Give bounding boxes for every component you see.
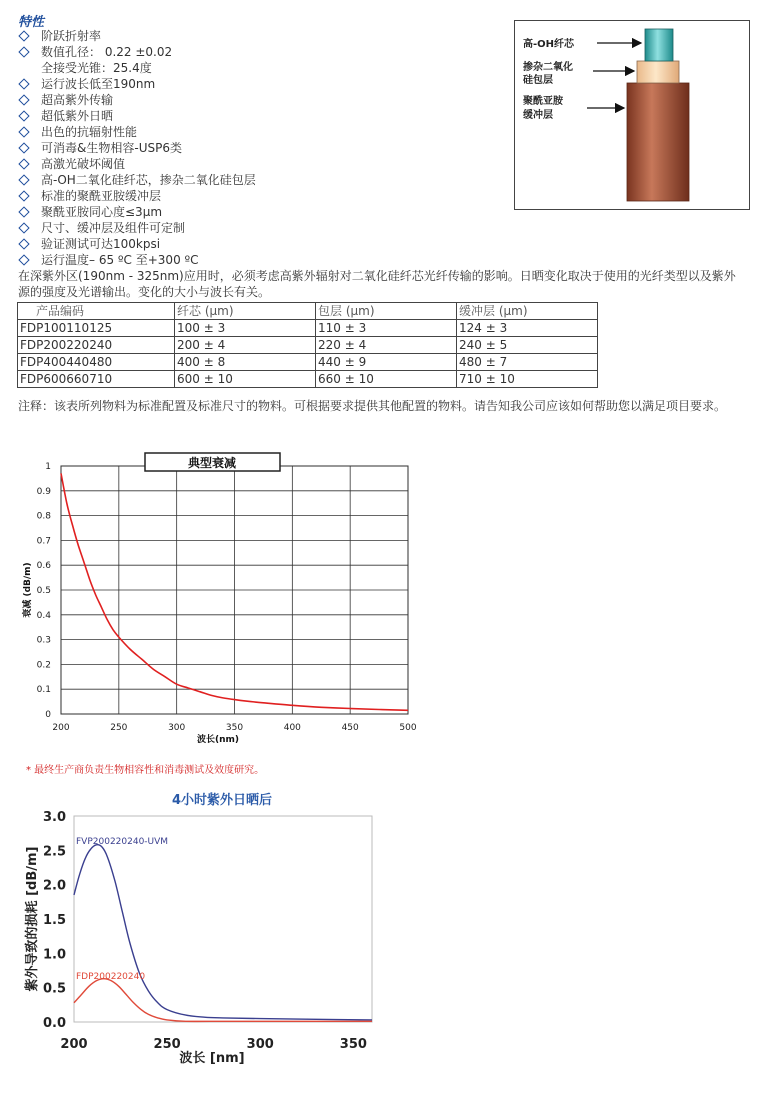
x-tick-label: 350 [339,1037,367,1052]
y-tick-label: 0.0 [42,1016,66,1031]
feature-text: 高激光破坏阈值 [41,157,126,171]
diamond-bullet-icon [18,30,29,41]
feature-item [18,140,256,156]
core-label: 高-OH纤芯 [523,39,575,50]
y-tick-label: 0.2 [36,660,51,671]
x-tick-label: 400 [283,723,301,733]
table-cell: 400 ± 8 [175,354,316,371]
table-header-cell: 产品编码 [18,303,175,320]
description-text: 在深紫外区(190nm - 325nm)应用时，必须考虑高紫外辐射对二氧化硅纤芯光纤传输的影响。日晒变化取决于使用的光纤类型以及紫外源的强度及光谱输出。变化的大小与波长有关。 [18,269,736,299]
cladding-label-line2: 硅包层 [523,75,553,86]
feature-item [18,60,256,76]
table-cell: FDP600660710 [18,371,175,388]
table-row [18,354,598,371]
table-row [18,371,598,388]
diamond-bullet-icon [18,174,29,185]
feature-item [18,156,256,172]
table-cell: 600 ± 10 [175,371,316,388]
table-row [18,320,598,337]
table-cell: 480 ± 7 [457,354,598,371]
x-tick-label: 450 [341,723,359,733]
features-title: 特性 [18,15,45,30]
table-cell: FDP200220240 [18,337,175,354]
feature-text: 全接受光锥：25.4度 [41,61,152,75]
chart-title: 4小时紫外日晒后 [171,793,273,808]
feature-item [18,220,256,236]
x-tick-label: 300 [246,1037,274,1052]
table-cell: 200 ± 4 [175,337,316,354]
feature-item [18,44,256,60]
feature-item [18,172,256,188]
note-text: 注释：该表所列物料为标准配置及标准尺寸的物料。可根据要求提供其他配置的物料。请告知我公司应该如何帮助您以满足项目要求。 [18,399,727,413]
y-tick-label: 1.0 [42,947,66,963]
feature-item [18,108,256,124]
x-tick-label: 200 [60,1037,88,1052]
feature-text: 标准的聚酰亚胺缓冲层 [41,189,162,203]
table-header-cell: 纤芯 (μm) [175,303,316,320]
table-header-cell: 包层 (μm) [316,303,457,320]
feature-text: 可消毒&生物相容-USP6类 [41,141,182,155]
y-tick-label: 0.8 [36,511,51,522]
buffer-label-line2: 缓冲层 [523,110,553,121]
x-tick-label: 250 [110,723,128,733]
diamond-bullet-icon [18,206,29,217]
spec-table [17,302,598,388]
feature-text: 超低紫外日晒 [41,109,114,123]
series-label: FDP200220240 [76,972,146,982]
cladding-label-line1: 掺杂二氧化 [523,62,573,73]
feature-text: 高-OH二氧化硅纤芯，掺杂二氧化硅包层 [41,173,256,187]
footnote: * 最终生产商负责生物相容性和消毒测试及效度研究。 [26,765,265,776]
solarization-chart [0,786,400,1076]
y-tick-label: 0.7 [36,536,51,547]
x-axis-label: 波长 [nm] [179,1051,245,1066]
diamond-bullet-icon [18,238,29,249]
series-label: FVP200220240-UVM [76,837,169,847]
table-cell: FDP100110125 [18,320,175,337]
fiber-diagram-svg [515,21,749,209]
y-axis-label: 紫外导致的损耗 [dB/m] [25,846,40,992]
diamond-bullet-icon [18,94,29,105]
y-tick-label: 2.0 [42,878,66,894]
x-tick-label: 300 [168,723,186,733]
feature-item [18,124,256,140]
diamond-bullet-icon [18,158,29,169]
diamond-bullet-icon [18,110,29,121]
diamond-bullet-icon [18,222,29,233]
y-tick-label: 0.3 [36,635,51,646]
feature-item [18,92,256,108]
y-tick-label: 0.4 [36,610,51,621]
table-header-cell: 缓冲层 (μm) [457,303,598,320]
feature-item [18,204,256,220]
buffer-layer [627,83,689,201]
y-axis-label: 衰减 (dB/m) [23,562,33,618]
feature-text: 数值孔径： 0.22 ±0.02 [41,45,173,59]
x-tick-label: 500 [399,723,417,733]
feature-text: 验证测试可达100kpsi [41,237,161,251]
feature-text: 运行温度– 65 ºC 至+300 ºC [41,253,199,267]
x-tick-label: 200 [52,723,70,733]
feature-item [18,188,256,204]
diamond-bullet-icon [18,78,29,89]
chart-title: 典型衰减 [187,456,237,470]
feature-item [18,28,256,44]
diamond-bullet-icon [18,142,29,153]
y-tick-label: 0.6 [36,561,51,572]
table-cell: 710 ± 10 [457,371,598,388]
table-cell: FDP400440480 [18,354,175,371]
y-tick-label: 0.5 [36,586,51,596]
feature-item [18,76,256,92]
y-tick-label: 1 [45,462,51,472]
diamond-bullet-icon [18,254,29,265]
buffer-label-line1: 聚酰亚胺 [523,96,563,107]
table-cell: 660 ± 10 [316,371,457,388]
table-row [18,337,598,354]
feature-text: 阶跃折射率 [41,29,102,43]
attenuation-chart [0,448,430,748]
feature-text: 运行波长低至190nm [41,77,156,91]
y-tick-label: 0 [45,710,51,720]
table-header-row [18,303,598,320]
y-tick-label: 0.1 [36,685,51,696]
features-list [18,28,256,268]
feature-text: 出色的抗辐射性能 [41,125,138,139]
core-layer [645,29,673,61]
feature-text: 超高紫外传输 [41,93,114,107]
feature-text: 聚酰亚胺同心度≤3μm [41,205,163,219]
table-cell: 240 ± 5 [457,337,598,354]
diamond-bullet-icon [18,126,29,137]
y-tick-label: 0.9 [36,486,51,497]
cladding-layer [637,61,679,83]
table-cell: 440 ± 9 [316,354,457,371]
y-tick-label: 3.0 [42,810,66,825]
fiber-structure-diagram [514,20,750,210]
y-tick-label: 1.5 [42,913,66,928]
y-tick-label: 0.5 [42,981,66,997]
table-cell: 220 ± 4 [316,337,457,354]
feature-item [18,252,256,268]
table-cell: 124 ± 3 [457,320,598,337]
x-tick-label: 250 [153,1037,181,1052]
diamond-bullet-icon [18,190,29,201]
diamond-bullet-icon [18,46,29,57]
x-axis-label: 波长(nm) [196,735,240,745]
x-tick-label: 350 [225,723,244,733]
feature-text: 尺寸、缓冲层及组件可定制 [41,221,186,235]
table-cell: 110 ± 3 [316,320,457,337]
table-cell: 100 ± 3 [175,320,316,337]
feature-item [18,236,256,252]
y-tick-label: 2.5 [42,844,66,860]
